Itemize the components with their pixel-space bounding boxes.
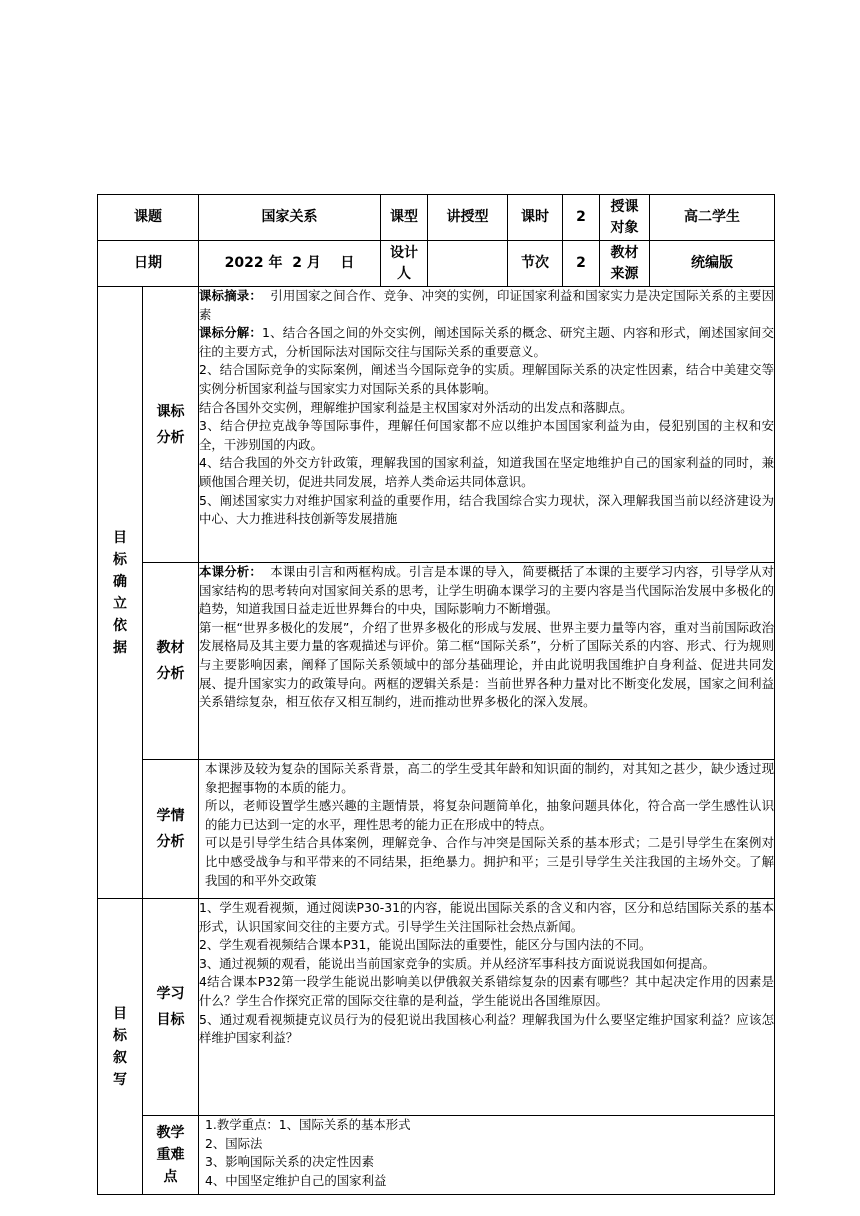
session-value: 2	[563, 241, 600, 287]
learning-objective-item: 4结合课本P32第一段学生能说出影响美以伊俄叙关系错综复杂的因素有哪些？其中起决定作用的因素是什么？学生合作探究正常的国际交往靠的是利益，学生能说出各国维原因。	[199, 974, 774, 1008]
student-analysis-content	[199, 760, 775, 899]
basis-section-label: 目标确立依据	[113, 529, 127, 656]
designer-value	[428, 241, 508, 287]
key-points-label-cell	[143, 1116, 199, 1195]
standard-breakdown-item-5: 5、阐述国家实力对维护国家利益的重要作用，结合我国综合实力现状，深入理解我国当前以经济建设为中心、大力推进科技创新等发展措施	[199, 492, 774, 527]
student-analysis-paragraph: 本课涉及较为复杂的国际关系背景，高二的学生受其年龄和知识面的制约，对其知之甚少，缺少透过现象把握事物的本质的能力。	[205, 761, 774, 795]
standard-breakdown-item-1: 1、结合各国之间的外交实例，阐述国际关系的概念、研究主题、内容和形式，阐述国家间交往的主要方式，分析国际法对国际交往与国际关系的重要意义。	[199, 325, 774, 359]
textbook-source-value: 统编版	[650, 241, 775, 287]
header-row-2	[98, 241, 775, 287]
student-analysis-row	[98, 760, 775, 899]
textbook-analysis-label-cell	[143, 563, 199, 760]
learning-objective-item: 1、学生观看视频，通过阅读P30-31的内容，能说出国际关系的含义和内容，区分和总结国际关系的基本形式，认识国家间交往的主要方式。引导学生关注国际社会热点新闻。	[199, 900, 774, 934]
standard-summary-title: 课标摘录：	[199, 288, 262, 303]
textbook-analysis-row	[98, 563, 775, 760]
learning-objective-item: 2、学生观看视频结合课本P31，能说出国际法的重要性，能区分与国内法的不同。	[199, 937, 652, 953]
key-point-item: 4、中国坚定维护自己的国家利益	[205, 1172, 387, 1188]
date-label: 日期	[98, 241, 199, 287]
standard-analysis-label: 课标分析	[156, 403, 185, 446]
learning-objectives-row	[98, 899, 775, 1116]
topic-label: 课题	[98, 195, 199, 241]
type-label: 课型	[381, 195, 428, 241]
standard-analysis-content	[199, 287, 775, 563]
standard-summary-text: 引用国家之间合作、竞争、冲突的实例，印证国家利益和国家实力是决定国际关系的主要因素	[199, 288, 774, 322]
standard-breakdown-item-2: 2、结合国际竞争的实际案例，阐述当今国际竞争的实质。理解国际关系的决定性因素，结合中美建交等实例分析国家利益与国家实力对国际关系的具体影响。	[199, 362, 774, 396]
standard-breakdown-title: 课标分解：	[199, 325, 263, 341]
textbook-analysis-content	[199, 563, 775, 760]
date-value: 2022 年 2 月 日	[199, 241, 381, 287]
standard-breakdown-item-3: 3、结合伊拉克战争等国际事件，理解任何国家都不应以维护本国国家利益为由，侵犯别国的主权和安全，干涉别国的内政。	[199, 418, 774, 452]
goals-section-label: 目标叙写	[113, 1005, 127, 1088]
header-row-1	[98, 195, 775, 241]
topic-value: 国家关系	[199, 195, 381, 241]
key-point-item: 3、影响国际关系的决定性因素	[205, 1154, 374, 1170]
standard-breakdown-item-4: 4、结合我国的外交方针政策，理解我国的国家利益，知道我国在坚定地维护自己的国家利益的同时，兼顾他国合理关切，促进共同发展，培养人类命运共同体意识。	[199, 455, 774, 489]
textbook-analysis-intro: 本课由引言和两框构成。引言是本课的导入，简要概括了本课的主要学习内容，引导学从对国家结构的思考转向对国家间关系的思考，让学生明确本课学习的主要内容是当代国际治发展中多极化的趋势，知道我国日益走近世界舞台的中央，国际影响力不断增强。	[199, 564, 774, 617]
key-points-row	[98, 1116, 775, 1195]
lesson-plan-table	[97, 194, 775, 1195]
key-points-content	[199, 1116, 775, 1195]
hours-label: 课时	[508, 195, 563, 241]
textbook-analysis-title: 本课分析：	[199, 564, 262, 579]
designer-label: 设计人	[381, 241, 428, 287]
student-analysis-paragraph: 可以是引导学生结合具体案例，理解竞争、合作与冲突是国际关系的基本形式；二是引导学生在案例对比中感受战争与和平带来的不同结果，拒绝暴力。拥护和平；三是引导学生关注我国的主场外交。了解我国的和平外交政策	[205, 835, 774, 888]
audience-label: 授课对象	[600, 195, 650, 241]
student-analysis-paragraph: 所以，老师设置学生感兴趣的主题情景，将复杂问题简单化，抽象问题具体化，符合高一学生感性认识的能力已达到一定的水平，理性思考的能力正在形成中的特点。	[205, 798, 774, 832]
standard-analysis-row	[98, 287, 775, 563]
goals-section-label-cell	[98, 899, 143, 1195]
student-analysis-label: 学情分析	[156, 808, 185, 850]
session-label: 节次	[508, 241, 563, 287]
student-analysis-label-cell	[143, 760, 199, 899]
standard-breakdown-note: 结合各国外交实例，理解维护国家利益是主权国家对外活动的出发点和落脚点。	[199, 399, 633, 415]
textbook-source-label: 教材来源	[600, 241, 650, 287]
learning-objectives-content	[199, 899, 775, 1116]
hours-value: 2	[563, 195, 600, 241]
key-point-item: 1.教学重点：1、国际关系的基本形式	[205, 1117, 411, 1132]
learning-objective-item: 3、通过视频的观看，能说出当前国家竞争的实质。并从经济军事科技方面说说我国如何提高。	[199, 955, 715, 971]
learning-objectives-label: 学习目标	[156, 986, 185, 1028]
learning-objectives-label-cell	[143, 899, 199, 1116]
standard-analysis-label-cell	[143, 287, 199, 563]
basis-section-label-cell	[98, 287, 143, 899]
type-value: 讲授型	[428, 195, 508, 241]
learning-objective-item: 5、通过观看视频捷克议员行为的侵犯说出我国核心利益？理解我国为什么要坚定维护国家利益？应该怎样维护国家利益？	[199, 1011, 774, 1046]
key-points-label: 教学重难点	[156, 1125, 185, 1185]
textbook-analysis-frames: 第一框“世界多极化的发展”，介绍了世界多极化的形成与发展、世界主要力量等内容，重对当前国际政治发展格局及其主要力量的客观描述与评价。第二框“国际关系”，分析了国际关系的内容、形式、行为规则与主要影响因素，阐释了国际关系领域中的部分基础理论，并由此说明我国维护自身利益、促进共同发展、提升国家实力的政策导向。两框的逻辑关系是：当前世界各种力量对比不断变化发展，国家之间利益关系错综复杂，相互依存又相互制约，进而推动世界多极化的深入发展。	[199, 619, 774, 710]
audience-value: 高二学生	[650, 195, 775, 241]
textbook-analysis-label: 教材分析	[156, 640, 185, 682]
key-point-item: 2、国际法	[205, 1135, 263, 1151]
